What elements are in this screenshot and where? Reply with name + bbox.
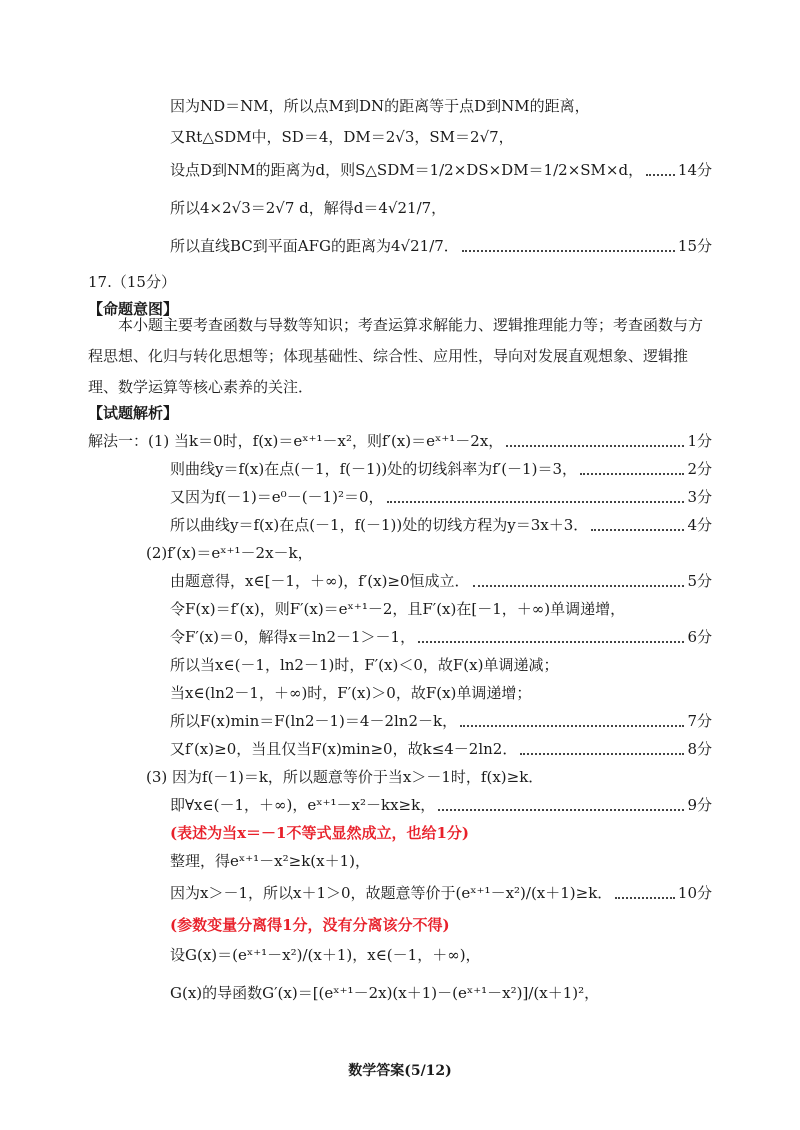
leader-dots	[520, 753, 684, 755]
solution-line: 所以F(x)min＝F(ln2－1)＝4－2ln2－k， 7分	[170, 709, 712, 733]
intent-paragraph: 本小题主要考查函数与导数等知识；考查运算求解能力、逻辑推理能力等；考查函数与方程思想、化归与转化思想等；体现基础性、综合性、应用性，导向对发展直观想象、逻辑推理、数学运算等核心素养的关注．	[88, 316, 704, 396]
solution-line: 令F′(x)＝0，解得x＝ln2－1＞－1， 6分	[170, 625, 712, 649]
leader-dots	[506, 445, 684, 447]
score-points: 9分	[687, 796, 712, 814]
solution-line: (3) 因为f(－1)＝k，所以题意等价于当x＞－1时，f(x)≥k．	[146, 768, 544, 786]
leader-dots	[438, 809, 684, 811]
leader-dots	[615, 897, 675, 899]
solution-line: 所以直线BC到平面AFG的距离为4√21/7． 15分	[170, 234, 712, 258]
leader-dots	[462, 250, 675, 252]
leader-dots	[591, 529, 684, 531]
solution-line: 所以曲线y＝f(x)在点(－1，f(－1))处的切线方程为y＝3x＋3． 4分	[170, 513, 712, 537]
score-points: 7分	[687, 712, 712, 730]
section-heading-analysis: 【试题解析】	[88, 404, 179, 422]
score-points: 2分	[687, 460, 712, 478]
leader-dots	[473, 585, 685, 587]
solution-line: 整理，得eˣ⁺¹－x²≥k(x＋1)，	[170, 852, 371, 870]
solution-line: 又因为f(－1)＝e⁰－(－1)²＝0， 3分	[170, 485, 712, 509]
leader-dots	[387, 501, 685, 503]
solution-line: G(x)的导函数G′(x)＝[(eˣ⁺¹－2x)(x＋1)－(eˣ⁺¹－x²)]/(x＋1)²，	[170, 984, 600, 1002]
solution-line: 所以当x∈(－1，ln2－1)时，F′(x)＜0，故F(x)单调递减；	[170, 656, 559, 674]
score-points: 6分	[687, 628, 712, 646]
problem-number: 17.（15分）	[88, 273, 176, 291]
solution-line: 又f′(x)≥0，当且仅当F(x)min≥0，故k≤4－2ln2． 8分	[170, 737, 712, 761]
grading-note: (参数变量分离得1分，没有分离该分不得)	[170, 916, 450, 934]
solution-line: 即∀x∈(－1，＋∞)，eˣ⁺¹－x²－kx≥k， 9分	[170, 793, 712, 817]
grading-note: (表述为当x＝－1不等式显然成立，也给1分)	[170, 824, 470, 842]
solution-line: (2)f′(x)＝eˣ⁺¹－2x－k，	[146, 544, 313, 562]
page-footer: 数学答案(5/12)	[348, 1063, 452, 1079]
score-points: 15分	[677, 237, 712, 255]
score-points: 5分	[687, 572, 712, 590]
solution-line: 因为x＞－1，所以x＋1＞0，故题意等价于(eˣ⁺¹－x²)/(x＋1)≥k． 10分	[170, 881, 712, 905]
leader-dots	[646, 174, 675, 176]
leader-dots	[580, 473, 684, 475]
solution-line: 又Rt△SDM中，SD＝4，DM＝2√3，SM＝2√7，	[170, 128, 514, 146]
solution-line: 则曲线y＝f(x)在点(－1，f(－1))处的切线斜率为f′(－1)＝3， 2分	[170, 457, 712, 481]
solution-line: 解法一：(1) 当k＝0时，f(x)＝eˣ⁺¹－x²，则f′(x)＝eˣ⁺¹－2x， 1分	[88, 429, 712, 453]
leader-dots	[418, 641, 684, 643]
solution-line: 当x∈(ln2－1，＋∞)时，F′(x)＞0，故F(x)单调递增；	[170, 684, 532, 702]
solution-line: 令F(x)＝f′(x)，则F′(x)＝eˣ⁺¹－2，且F′(x)在[－1，＋∞)单调递增，	[170, 600, 626, 618]
score-points: 1分	[687, 432, 712, 450]
solution-line: 设G(x)＝(eˣ⁺¹－x²)/(x＋1)，x∈(－1，＋∞)，	[170, 946, 481, 964]
score-points: 8分	[687, 740, 712, 758]
score-points: 3分	[687, 488, 712, 506]
solution-line: 因为ND＝NM，所以点M到DN的距离等于点D到NM的距离，	[170, 97, 590, 115]
solution-line: 设点D到NM的距离为d，则S△SDM＝1/2×DS×DM＝1/2×SM×d， 14分	[170, 158, 712, 182]
solution-line: 由题意得，x∈[－1，＋∞)，f′(x)≥0恒成立． 5分	[170, 569, 712, 593]
score-points: 10分	[677, 884, 712, 902]
score-points: 4分	[687, 516, 712, 534]
score-points: 14分	[677, 161, 712, 179]
section-heading-intent: 【命题意图】	[88, 300, 179, 318]
leader-dots	[460, 725, 684, 727]
solution-line: 所以4×2√3＝2√7 d，解得d＝4√21/7，	[170, 199, 447, 217]
